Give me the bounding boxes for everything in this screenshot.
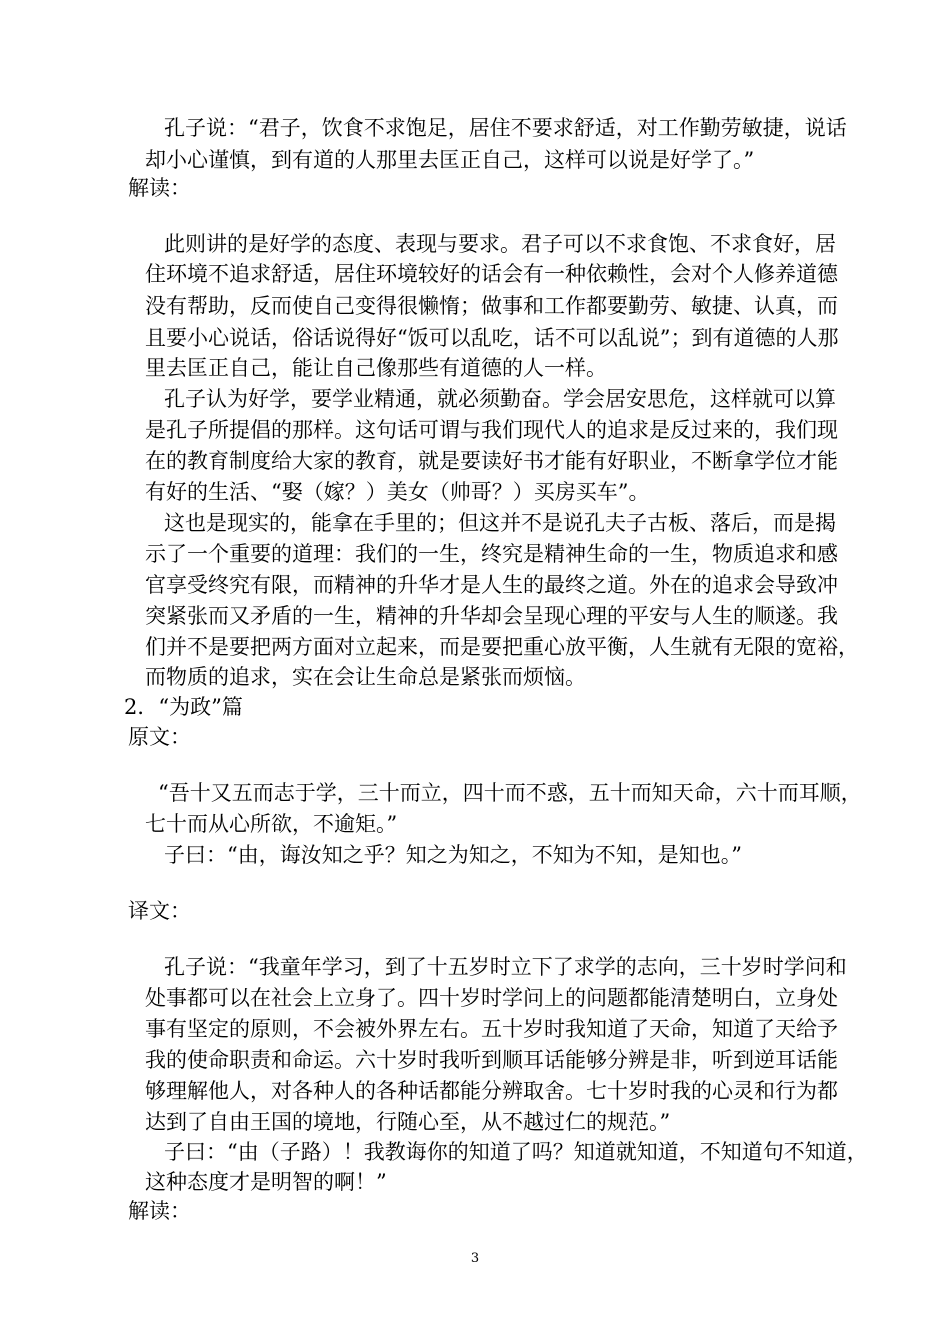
text-line: 我的使命职责和命运。六十岁时我听到顺耳话能够分辨是非，听到逆耳话能 (145, 1048, 838, 1072)
text-line: 孔子说：“我童年学习，到了十五岁时立下了求学的志向，三十岁时学问和 (164, 955, 847, 979)
text-line: 这也是现实的，能拿在手里的；但这并不是说孔夫子古板、落后，而是揭 (164, 511, 836, 535)
text-line: 达到了自由王国的境地，行随心至，从不越过仁的规范。” (145, 1110, 671, 1134)
text-line: 住环境不追求舒适，居住环境较好的话会有一种依赖性，会对个人修养道德 (145, 262, 838, 286)
section-label: 原文： (128, 725, 191, 749)
text-line: 子曰：“由，诲汝知之乎？知之为知之，不知为不知，是知也。” (164, 843, 742, 867)
text-line: 突紧张而又矛盾的一生，精神的升华却会呈现心理的平安与人生的顺遂。我 (145, 604, 838, 628)
text-line: 七十而从心所欲，不逾矩。” (145, 812, 398, 836)
text-line: 却小心谨慎，到有道的人那里去匡正自己，这样可以说是好学了。” (145, 148, 755, 172)
text-line: 示了一个重要的道理：我们的一生，终究是精神生命的一生，物质追求和感 (145, 542, 838, 566)
section-label: 解读： (128, 176, 191, 200)
text-line: 且要小心说话，俗话说得好“饭可以乱吃，话不可以乱说”；到有道德的人那 (145, 326, 839, 350)
text-line: 孔子认为好学，要学业精通，就必须勤奋。学会居安思危，这样就可以算 (164, 387, 836, 411)
text-line: “吾十又五而志于学，三十而立，四十而不惑，五十而知天命，六十而耳顺， (158, 781, 862, 805)
section-label: 解读： (128, 1199, 191, 1223)
text-line: 有好的生活、“娶（嫁？）美女（帅哥？）买房买车”。 (145, 480, 650, 504)
text-line: 而物质的追求，实在会让生命总是紧张而烦恼。 (145, 665, 586, 689)
text-line: 这种态度才是明智的啊！” (145, 1170, 387, 1194)
text-line: 里去匡正自己，能让自己像那些有道德的人一样。 (145, 356, 607, 380)
section-heading: 2．“为政”篇 (124, 695, 243, 719)
text-line: 是孔子所提倡的那样。这句话可谓与我们现代人的追求是反过来的，我们现 (145, 418, 838, 442)
text-line: 够理解他人，对各种人的各种话都能分辨取舍。七十岁时我的心灵和行为都 (145, 1079, 838, 1103)
text-line: 此则讲的是好学的态度、表现与要求。君子可以不求食饱、不求食好，居 (164, 232, 836, 256)
text-line: 孔子说：“君子，饮食不求饱足，居住不要求舒适，对工作勤劳敏捷，说话 (164, 116, 847, 140)
text-line: 没有帮助，反而使自己变得很懒惰；做事和工作都要勤劳、敏捷、认真，而 (145, 294, 838, 318)
page-number: 3 (470, 1251, 480, 1266)
text-line: 处事都可以在社会上立身了。四十岁时学问上的问题都能清楚明白，立身处 (145, 986, 838, 1010)
text-line: 们并不是要把两方面对立起来，而是要把重心放平衡，人生就有无限的宽裕， (145, 635, 859, 659)
text-line: 官享受终究有限，而精神的升华才是人生的最终之道。外在的追求会导致冲 (145, 573, 838, 597)
text-line: 子曰：“由（子路）！我教诲你的知道了吗？知道就知道，不知道句不知道， (164, 1140, 868, 1164)
section-label: 译文： (128, 899, 191, 923)
text-line: 事有坚定的原则，不会被外界左右。五十岁时我知道了天命，知道了天给予 (145, 1017, 838, 1041)
text-line: 在的教育制度给大家的教育，就是要读好书才能有好职业，不断拿学位才能 (145, 449, 838, 473)
